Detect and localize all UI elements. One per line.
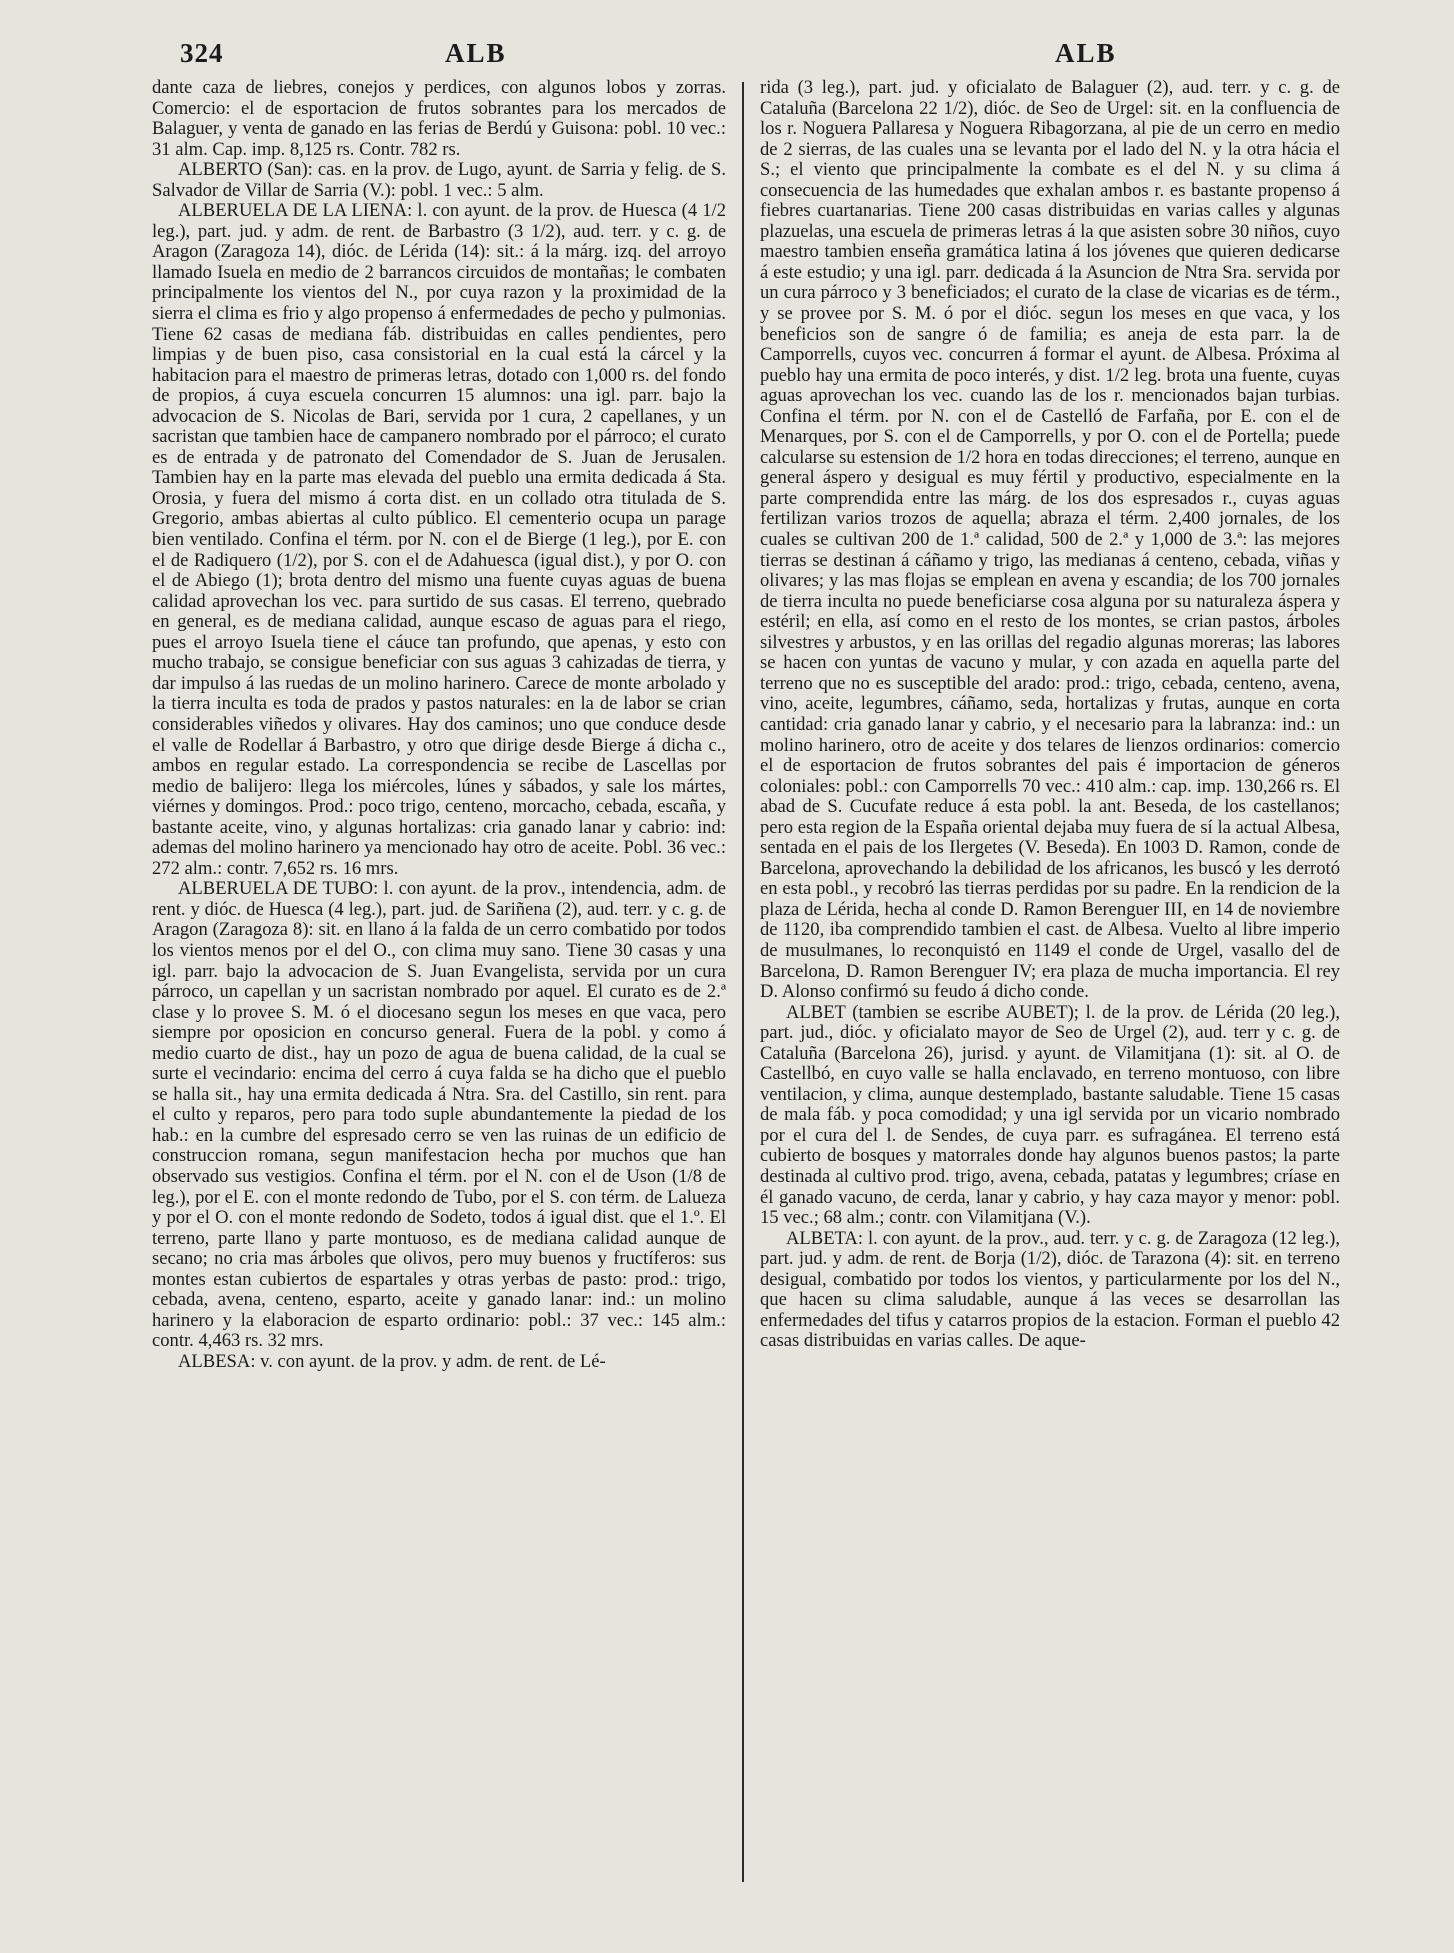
entry-body: cas. en la prov. de Lugo, ayunt. de Sarria y felig. de S. Salvador de Villar de Sarria (V.): pobl. 1 vec.: 5 alm. bbox=[152, 159, 726, 201]
entry-text bbox=[152, 78, 726, 160]
entry-headword: ALBERTO (San): bbox=[178, 159, 313, 181]
left-column bbox=[152, 78, 726, 1888]
entry-headword: ALBETA: bbox=[786, 1227, 864, 1249]
entry-body: v. con ayunt. de la prov. y adm. de rent. de Lé- bbox=[255, 1350, 606, 1372]
entry-body: rida (3 leg.), part. jud. y oficialato de Balaguer (2), aud. terr. y c. g. de Cataluña (Barcelona 22 1/2), dióc. de Seo de Urgel: sit. en la confluencia de los r. Noguera Pallaresa y Noguera Ribagorzana, al pie de un cerro en medio de 2 sierras, de las cuales una se levanta por el lado del N. y la otra hácia el S.; el viento que principalmente la combate es el del N. y su clima á consecuencia de las humedades que exhalan ambos r. es bastante propenso á fiebres cuartanarias. Tiene 200 casas distribuidas en varias calles y algunas plazuelas, una escuela de primeras letras á la que asisten sobre 30 niños, cuyo maestro tambien enseña gramática latina á los jóvenes que quieren dedicarse á este estudio; y una igl. parr. dedicada á la Asuncion de Ntra Sra. servida por un cura párroco y 3 beneficiados; el curato de la clase de vicarias es de térm., y se provee por S. M. ó por el dióc. segun los meses en que vaca, y los beneficios son de sangre ó de familia; es aneja de esta parr. la de Camporrells, cuyos vec. concurren á formar el ayunt. de Albesa. Próxima al pueblo hay una ermita de poco interés, y dist. 1/2 leg. brota una fuente, cuyas aguas aprovechan los vec. cuando las de los r. mencionados bajan turbias. Confina el térm. por N. con el de Castelló de Farfaña, por E. con el de Menarques, por S. con el de Camporrells, y por O. con el de Portella; puede calcularse su estension de 1/2 hora en todas direcciones; el terreno, aunque en general áspero y desigual es muy fértil y productivo, especialmente en la parte comprendida entre las márg. de los dos espresados r., cuyas aguas fertilizan varios trozos de aquella; abraza el térm. 2,400 jornales, de los cuales se cultivan 200 de 1.ª calidad, 500 de 2.ª y 1,000 de 3.ª: las mejores tierras se destinan á cáñamo y trigo, las medianas á centeno, cebada, viñas y olivares; y las mas flojas se emplean en avena y escandia; de los 700 jornales de tierra inculta no puede beneficiarse cosa alguna por su naturaleza áspera y estéril; en ella, así como en el resto de los montes, se crian pastos, árboles silvestres y arbustos, y en las orillas del regadio algunas moreras; las labores se hacen con yuntas de vacuno y mular, y con azada en aquella parte del terreno que no es susceptible del arado: prod.: trigo, cebada, centeno, avena, vino, aceite, legumbres, cáñamo, seda, hortalizas y frutas, aunque en corta cantidad: cria ganado lanar y cabrio, y el necesario para la labranza: ind.: un molino harinero, otro de aceite y dos telares de lienzos ordinarios: comercio el de esportacion de frutos sobrantes del pais é importacion de géneros coloniales: pobl.: con Camporrells 70 vec.: 410 alm.: cap. imp. 130,266 rs. El abad de S. Cucufate reduce á esta pobl. la ant. Beseda, de los castellanos; pero esta region de la España oriental dejaba muy fuera de sí la actual Albesa, sentada en el pais de los Ilergetes (V. Beseda). En 1003 D. Ramon, conde de Barcelona, aprovechando la debilidad de los africanos, les buscó y les derrotó en esta pobl., y recobró las tierras perdidas por su padre. En la rendicion de la plaza de Lérida, hecha al conde D. Ramon Berenguer III, en 14 de noviembre de 1120, iba comprendido tambien el cast. de Albesa. Vuelto al libre imperio de musulmanes, lo reconquistó en 1149 el conde de Urgel, vasallo del de Barcelona, D. Ramon Berenguer IV; era plaza de mucha importancia. El rey D. Alonso confirmó su feudo á dicho conde. bbox=[760, 78, 1340, 1003]
right-column bbox=[760, 78, 1340, 1888]
entry-albeta bbox=[760, 1229, 1340, 1352]
entry-body: l. con ayunt. de la prov. de Huesca (4 1/2 leg.), part. jud. y adm. de rent. de Barbastro (3 1/2), aud. terr. y c. g. de Aragon (Zaragoza 14), dióc. de Lérida (14): sit.: á la márg. izq. del arroyo llamado Isuela en medio de 2 barrancos circuidos de montañas; le combaten principalmente los vientos del N., por cuya razon y la proximidad de la sierra el clima es frio y algo propenso á enfermedades de pecho y pulmonias. Tiene 62 casas de mediana fáb. distribuidas en calles pendientes, pero limpias y de buen piso, casa consistorial en la cual está la cárcel y la habitacion para el maestro de primeras letras, dotado con 1,000 rs. del fondo de propios, á cuya escuela concurren 15 alumnos: una igl. parr. bajo la advocacion de S. Nicolas de Bari, servida por 1 cura, 2 capellanes, y un sacristan que tambien hace de campanero nombrado por el párroco; el curato es de entrada y de patronato del Comendador de S. Juan de Jerusalen. Tambien hay en la parte mas elevada del pueblo una ermita dedicada á Sta. Orosia, y fuera del mismo á corta dist. en un collado otra titulada de S. Gregorio, ambas abiertas al culto público. El cementerio ocupa un parage bien ventilado. Confina el térm. por N. con el de Bierge (1 leg.), por E. con el de Radiquero (1/2), por S. con el de Adahuesca (igual dist.), y por O. con el de Abiego (1); brota dentro del mismo una fuente cuyas aguas de buena calidad aprovechan los vec. para surtido de sus casas. El terreno, quebrado en general, es de mediana calidad, aunque escaso de aguas para el riego, pues el arroyo Isuela tiene el cáuce tan profundo, que apenas, y esto con mucho trabajo, se consigue beneficiar con sus aguas 3 cahizadas de tierra, y dar impulso á las ruedas de un molino harinero. Carece de monte arbolado y la tierra inculta es toda de prados y pastos naturales: en la de labor se crian considerables viñedos y olivares. Hay dos caminos; uno que conduce desde el valle de Rodellar á Barbastro, y otro que dirige desde Bierge á dicha c., ambos en regular estado. La correspondencia se recibe de Lascellas por medio de balijero: llega los miércoles, lúnes y sábados, y sale los mártes, viérnes y domingos. Prod.: poco trigo, centeno, morcacho, cebada, escaña, y bastante aceite, vino, y algunas hortalizas: cria ganado lanar y cabrio: ind: ademas del molino harinero ya mencionado hay otro de aceite. Pobl. 36 vec.: 272 alm.: contr. 7,652 rs. 16 mrs. bbox=[152, 200, 726, 879]
entry-headword: ALBESA: bbox=[178, 1350, 256, 1372]
entry-body: (tambien se escribe AUBET); l. de la prov. de Lérida (20 leg.), part. jud., dióc. y oficialato mayor de Seo de Urgel (2), aud. terr y c. g. de Cataluña (Barcelona 26), jurisd. y ayunt. de Vilamitjana (1): sit. al O. de Castellbó, en cuyo valle se halla enclavado, en terreno montuoso, con libre ventilacion, y clima, aunque destemplado, bastante saludable. Tiene 15 casas de mala fáb. y poca comodidad; y una igl servida por un vicario nombrado por el cura del l. de Sendes, de cuya parr. es sufragánea. El terreno está cubierto de bosques y matorrales donde hay algunos buenos pastos; la parte destinada al cultivo prod. trigo, avena, cebada, patatas y legumbres; críase en él ganado vacuno, de cerda, lanar y cabrio, y hay caza mayor y menor: pobl. 15 vec.; 68 alm.; contr. con Vilamitjana (V.). bbox=[760, 1001, 1340, 1229]
running-head-right: ALB bbox=[1055, 38, 1117, 68]
running-head-left: ALB bbox=[445, 38, 507, 68]
entry-alberto-san bbox=[152, 160, 726, 201]
entry-headword: ALBERUELA DE LA LIENA: bbox=[178, 200, 413, 222]
entry-body: dante caza de liebres, conejos y perdices, con algunos lobos y zorras. Comercio: el de esportacion de frutos sobrantes para los mercados de Balaguer, y venta de ganado en las ferias de Berdú y Guisona: pobl. 10 vec.: 31 alm. Cap. imp. 8,125 rs. Contr. 782 rs. bbox=[152, 78, 726, 160]
entry-body: l. con ayunt. de la prov., aud. terr. y c. g. de Zaragoza (12 leg.), part. jud. y adm. de rent. de Borja (1/2), dióc. de Tarazona (4): sit. en terreno desigual, combatido por todos los vientos, y particularmente por los del N., que hacen su clima saludable, aunque á las veces se desarrollan las enfermedades del tifus y catarros propios de la estacion. Forman el pueblo 42 casas distribuidas en varias calles. De aque- bbox=[760, 1227, 1340, 1352]
entry-albesa bbox=[152, 1352, 726, 1373]
entry-headword: ALBERUELA DE TUBO: bbox=[178, 878, 379, 900]
entry-body: l. con ayunt. de la prov., intendencia, adm. de rent. y dióc. de Huesca (4 leg.), part. jud. de Sariñena (2), aud. terr. y c. g. de Aragon (Zaragoza 8): sit. en llano á la falda de un cerro combatido por todos los vientos menos por el del O., con clima muy sano. Tiene 30 casas y una igl. parr. bajo la advocacion de S. Juan Evangelista, servida por un cura párroco, un capellan y un sacristan nombrado por aquel. El curato es de 2.ª clase y lo provee S. M. ó el diocesano segun los meses en que vaca, pero siempre por oposicion en concurso general. Fuera de la pobl. y como á medio cuarto de dist., hay un pozo de agua de buena calidad, de la cual se surte el vecindario: encima del cerro á cuya falda se ha dicho que el pueblo se halla sit., hay una ermita dedicada á Ntra. Sra. del Castillo, sin rent. para el culto y reparos, pero para todo suple abundantemente la piedad de los hab.: en la cumbre del espresado cerro se ven las ruinas de un edificio de construccion romana, segun manifestacion hecha por muchos que han observado sus vestigios. Confina el térm. por el N. con el de Uson (1/8 de leg.), por el E. con el monte redondo de Tubo, por el S. con térm. de Lalueza y por el O. con el monte redondo de Sodeto, todos á igual dist. que el 1.º. El terreno, parte llano y parte montuoso, es de mediana calidad aunque de secano; no cria mas árboles que olivos, pero muy buenos y fructíferos: sus montes estan cubiertos de espartales y otras yerbas de pasto: prod.: trigo, cebada, avena, centeno, esparto, aceite y ganado lanar: ind.: un molino harinero y la elaboracion de esparto ordinario: pobl.: 37 vec.: 145 alm.: contr. 4,463 rs. 32 mrs. bbox=[152, 878, 726, 1352]
page-number: 324 bbox=[180, 38, 224, 68]
entry-albesa-continued bbox=[760, 78, 1340, 1003]
entry-alberuela-de-la-liena bbox=[152, 201, 726, 879]
column-divider bbox=[742, 82, 744, 1882]
entry-albet bbox=[760, 1003, 1340, 1229]
entry-alberuela-de-tubo bbox=[152, 879, 726, 1352]
page-header bbox=[0, 38, 1454, 78]
entry-headword: ALBET bbox=[786, 1001, 846, 1023]
